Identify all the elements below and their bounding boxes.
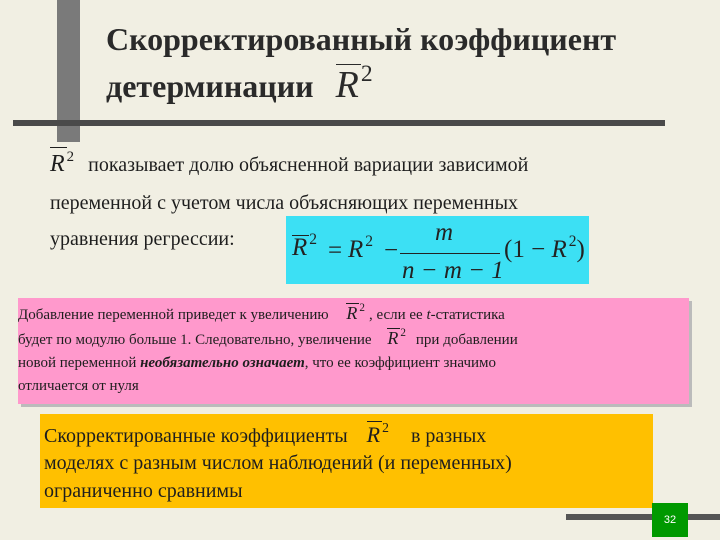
formula-r-squared: R $^2$ (348, 233, 374, 263)
title-line-2 (106, 62, 706, 113)
formula-minus: − (384, 237, 399, 264)
formula-denominator: n − m − 1 (402, 257, 504, 284)
note-line-1: Добавление переменной приведет к увеличению R $^2$ , если ее t-статистика (18, 302, 505, 323)
adjusted-r-squared-formula (286, 216, 589, 284)
conclusion-line-1: Скорректированные коэффициенты R $^2$ в разных (44, 420, 487, 447)
note-box (18, 298, 689, 404)
title-line-1: Скорректированный коэффициент (106, 21, 617, 57)
definition-line-2: переменной с учетом числа объясняющих переменных (50, 192, 519, 214)
note-emphasis: необязательно означает (140, 355, 305, 371)
title-r-squared-bar: $R^2$ (335, 60, 373, 106)
note-r-squared-bar-2: R $^2$ (387, 327, 406, 348)
conclusion-line-3: ограниченно сравнимы (44, 480, 243, 502)
conclusion-line-2: моделях с разным числом наблюдений (и переменных) (44, 452, 512, 474)
note-line-4: отличается от нуля (18, 378, 139, 394)
conclusion-box (40, 414, 653, 508)
note-line-3: новой переменной необязательно означает, что ее коэффициент значимо (18, 355, 497, 371)
title-underline-bar (13, 120, 665, 126)
definition-r-squared-bar: R $^2$ (50, 151, 74, 177)
bottom-decorative-bar (566, 514, 720, 520)
page-number-badge: 32 (652, 503, 688, 537)
formula-equals: = (328, 237, 343, 264)
definition-line-3: уравнения регрессии: (50, 228, 235, 250)
definition-text-1: показывает долю объясненной вариации зависимой (88, 154, 529, 176)
note-line-2: будет по модулю больше 1. Следовательно, увеличение R $^2$ при добавлении (18, 327, 518, 348)
title-line-2-text: детерминации (106, 68, 314, 104)
formula-numerator: m (435, 219, 454, 246)
definition-line-1 (50, 146, 670, 185)
slide-title (106, 16, 706, 113)
formula-fraction-bar (400, 253, 500, 254)
note-r-squared-bar-1: R $^2$ (346, 302, 365, 323)
formula-tail: (1 − R $^2$) (504, 233, 585, 263)
formula-lhs: R $^2$ (292, 231, 318, 261)
conclusion-r-squared-bar: R $^2$ (366, 420, 389, 447)
